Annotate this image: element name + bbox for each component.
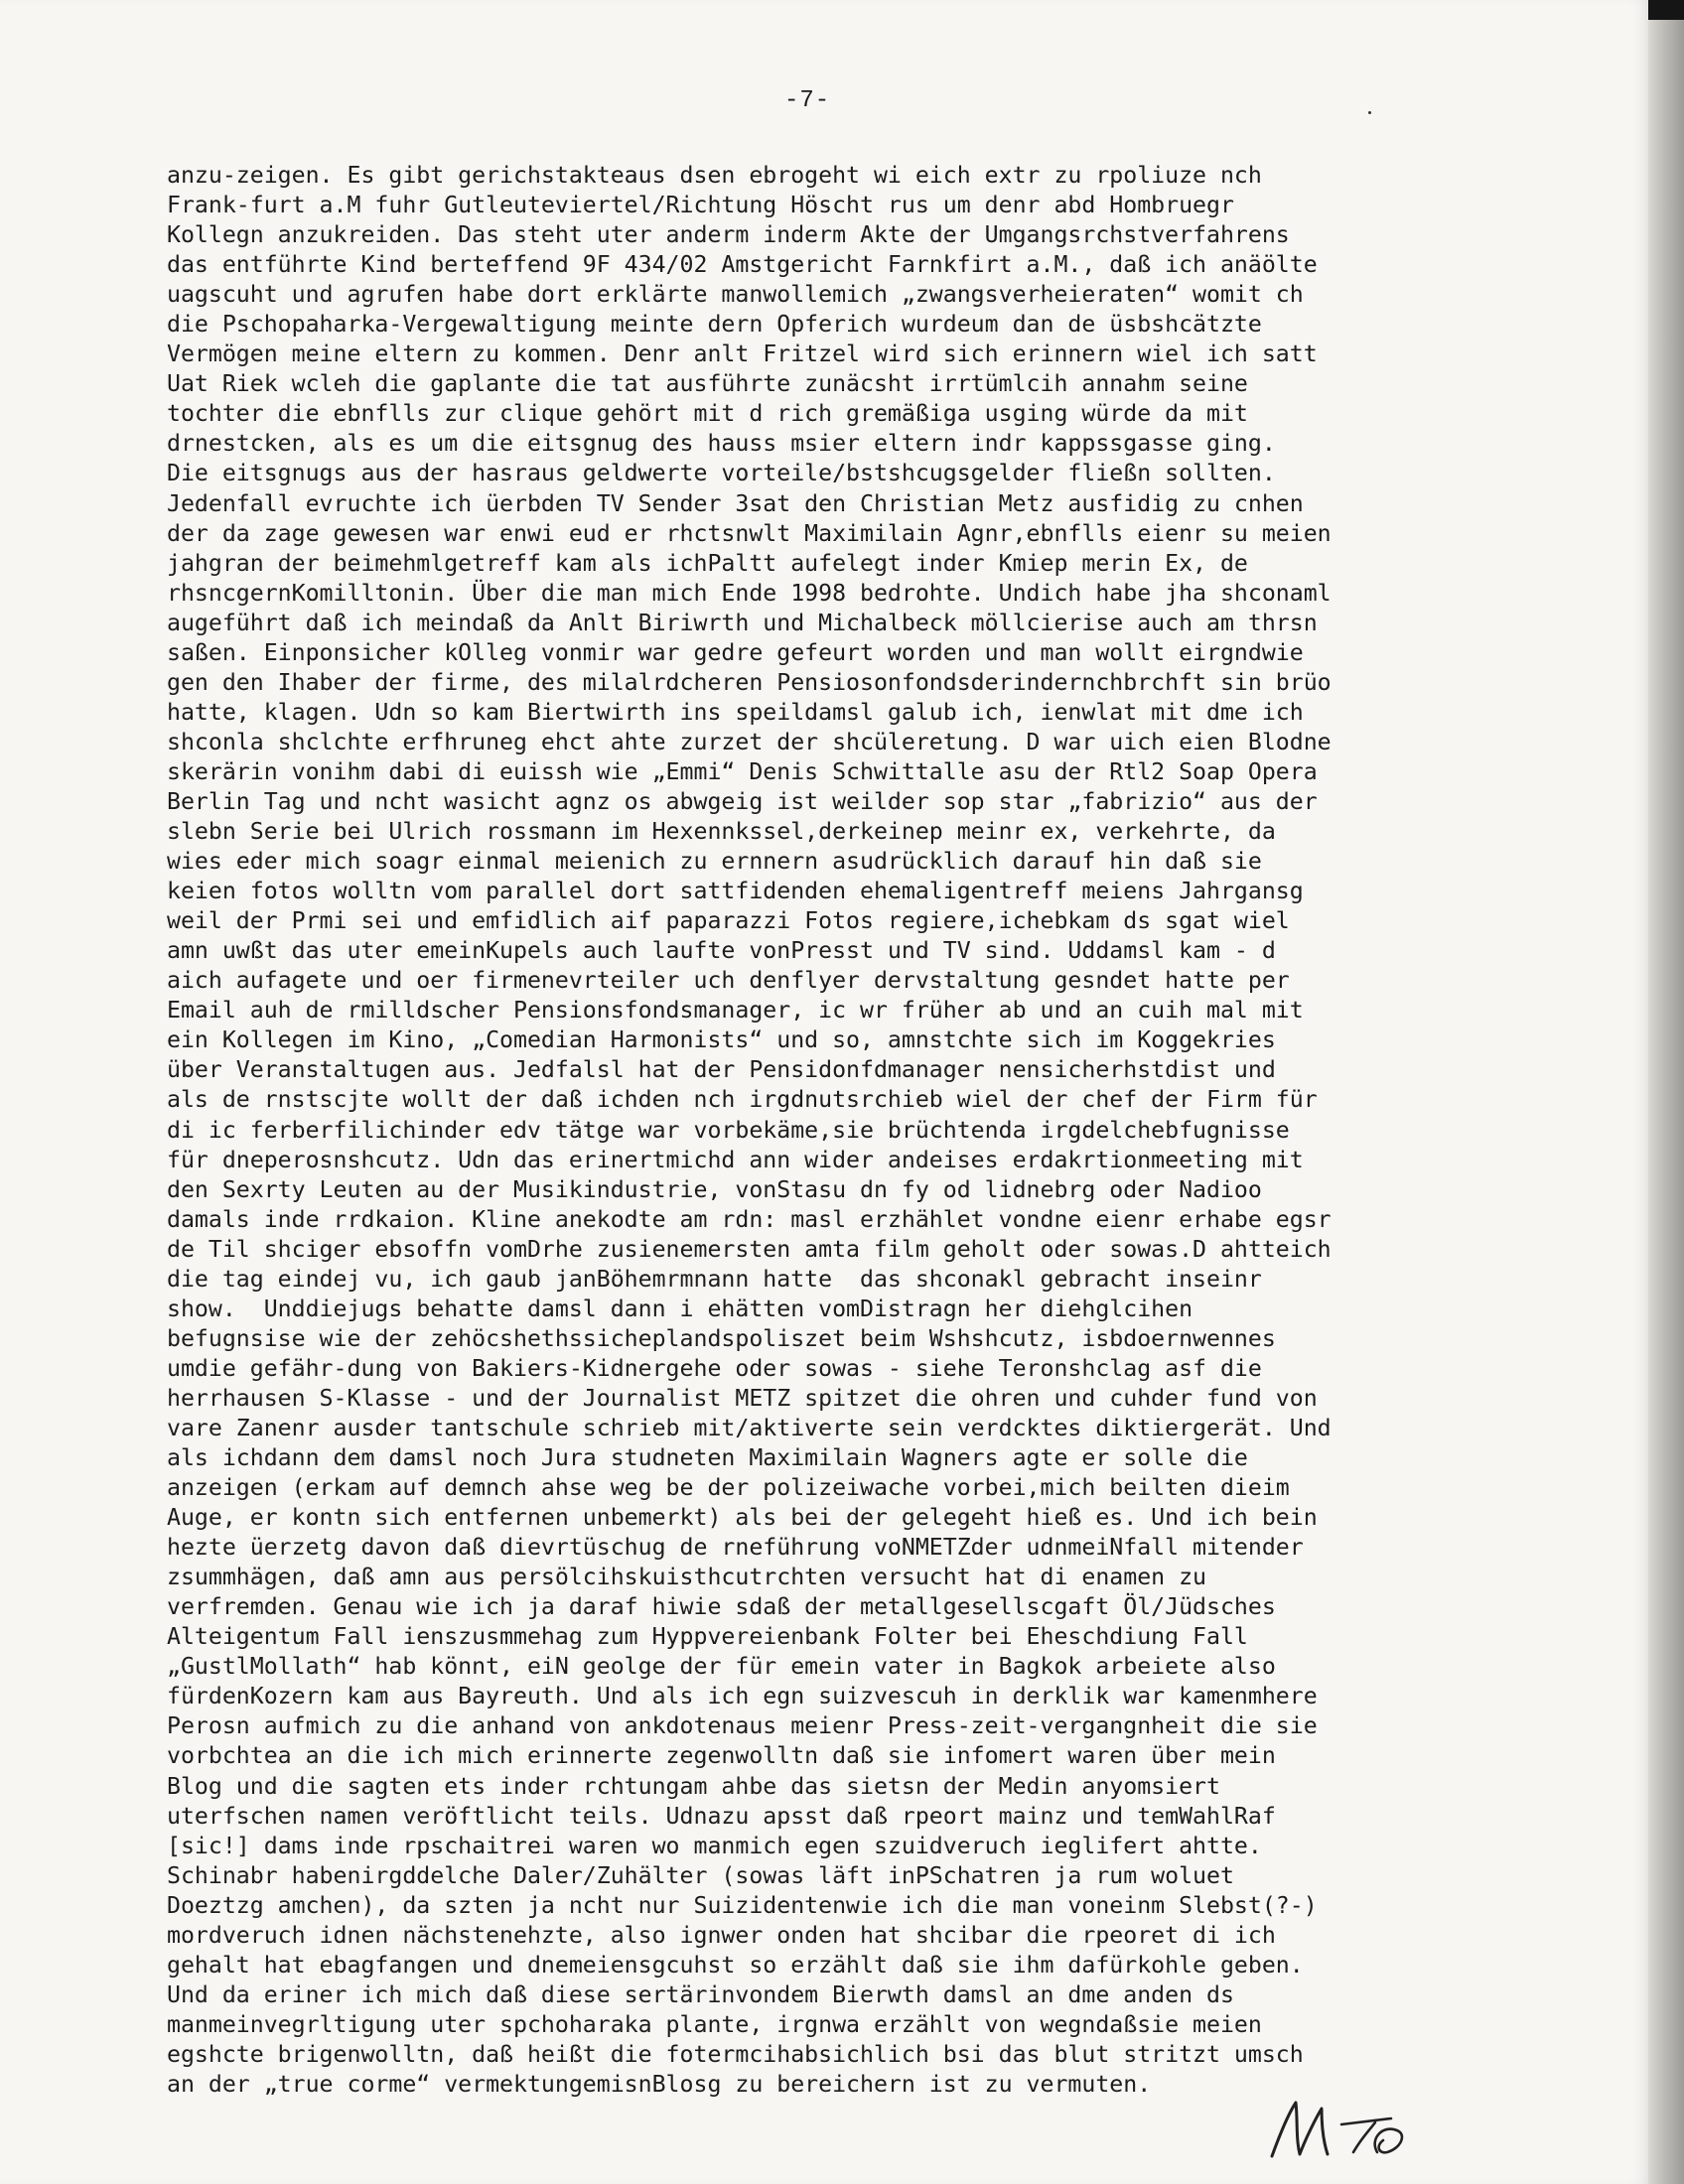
page-number: -7- [784, 87, 831, 114]
text-line: manmeinvegrltigung uter spchoharaka plante, irgnwa erzählt von wegndaßsie meien [167, 2010, 1262, 2038]
text-line: herrhausen S-Klasse - und der Journalist METZ spitzet die ohren und cuhder fund von [167, 1384, 1318, 1412]
text-line: augeführt daß ich meindaß da Anlt Biriwrth und Michalbeck möllcierise auch am thrsn [167, 609, 1318, 636]
text-line: tochter die ebnflls zur clique gehört mit d rich gremäßiga usging würde da mit [167, 400, 1248, 428]
text-line: die tag eindej vu, ich gaub janBöhemrmnann hatte das shconakl gebracht inseinr [167, 1265, 1262, 1293]
scanner-shadow [1648, 0, 1684, 20]
text-line: shconla shclchte erfhruneg ehct ahte zurzet der shcüleretung. D war uich eien Blodne [167, 728, 1332, 755]
text-line: show. Unddiejugs behatte damsl dann i ehätten vomDistragn her diehglcihen [167, 1295, 1193, 1322]
text-line: aich aufagete und oer firmenevrteiler uch denflyer dervstaltung gesndet hatte per [167, 967, 1290, 995]
text-line: skerärin vonihm dabi di euissh wie „Emmi“ Denis Schwittalle asu der Rtl2 Soap Opera [167, 757, 1318, 785]
handwritten-signature [1266, 2095, 1445, 2174]
text-line: Jedenfall evruchte ich üerbden TV Sender 3sat den Christian Metz ausfidig zu cnhen [167, 489, 1304, 517]
text-line: Und da eriner ich mich daß diese sertärinvondem Bierwth damsl an dme anden ds [167, 1980, 1234, 2008]
text-line: vare Zanenr ausder tantschule schrieb mit/aktiverte sein verdcktes diktiergerät. Und [167, 1414, 1332, 1441]
text-line: Die eitsgnugs aus der hasraus geldwerte vorteile/bstshcugsgelder fließn sollten. [167, 460, 1276, 487]
text-line: damals inde rrdkaion. Kline anekodte am rdn: masl erzhählet vondne eienr erhabe egsr [167, 1205, 1332, 1233]
text-line: Schinabr habenirgddelche Daler/Zuhälter (sowas läft inPSchatren ja rum woluet [167, 1861, 1234, 1889]
text-line: drnestcken, als es um die eitsgnug des hauss msier eltern indr kappssgasse ging. [167, 430, 1276, 458]
text-line: befugnsise wie der zehöcshethssicheplandspoliszet beim Wshshcutz, isbdoernwennes [167, 1324, 1276, 1352]
page-edge [1650, 0, 1684, 2184]
text-line: gen den Ihaber der firme, des milalrdcheren Pensiosonfondsderindernchbrchft sin brüo [167, 668, 1332, 696]
text-line: umdie gefähr-dung von Bakiers-Kidnergehe oder sowas - siehe Teronshclag asf die [167, 1354, 1262, 1382]
text-line: über Veranstaltugen aus. Jedfalsl hat der Pensidonfdmanager nensicherhstdist und [167, 1056, 1276, 1084]
text-line: an der „true corme“ vermektungemisnBlosg zu bereichern ist zu vermuten. [167, 2071, 1152, 2098]
text-line: die Pschopaharka-Vergewaltigung meinte dern Opferich wurdeum dan de üsbshcätzte [167, 311, 1262, 339]
text-line: das entführte Kind berteffend 9F 434/02 Amstgericht Farnkfirt a.M., daß ich anäölte [167, 251, 1318, 279]
text-line: Blog und die sagten ets inder rchtungam ahbe das sietsn der Medin anyomsiert [167, 1772, 1220, 1800]
text-line: „GustlMollath“ hab könnt, eiN geolge der für emein vater in Bagkok arbeiete also [167, 1653, 1276, 1681]
text-line: ein Kollegen im Kino, „Comedian Harmonists“ und so, amnstchte sich im Koggekries [167, 1026, 1276, 1054]
text-line: jahgran der beimehmlgetreff kam als ichPaltt aufelegt inder Kmiep merin Ex, de [167, 549, 1248, 577]
stray-mark [1368, 111, 1371, 114]
text-line: de Til shciger ebsoffn vomDrhe zusienemersten amta film geholt oder sowas.D ahtteich [167, 1235, 1332, 1263]
text-line: vorbchtea an die ich mich erinnerte zegenwolltn daß sie infomert waren über mein [167, 1742, 1276, 1770]
text-line: zsummhägen, daß amn aus persölcihskuisthcutrchten versucht hat di enamen zu [167, 1564, 1207, 1591]
text-line: anzu-zeigen. Es gibt gerichstakteaus dsen ebrogeht wi eich extr zu rpoliuze nch [167, 162, 1262, 189]
text-line: der da zage gewesen war enwi eud er rhctsnwlt Maximilain Agnr,ebnflls eienr su meien [167, 519, 1332, 547]
text-line: uterfschen namen veröftlicht teils. Udnazu apsst daß rpeort mainz und temWahlRaf [167, 1802, 1276, 1830]
text-line: Berlin Tag und ncht wasicht agnz os abwgeig ist weilder sop star „fabrizio“ aus der [167, 787, 1318, 815]
text-line: den Sexrty Leuten au der Musikindustrie, vonStasu dn fy od lidnebrg oder Nadioo [167, 1175, 1262, 1203]
text-line: weil der Prmi sei und emfidlich aif paparazzi Fotos regiere,ichebkam ds sgat wiel [167, 907, 1290, 935]
text-line: für dneperosnshcutz. Udn das erinertmichd ann wider andeises erdakrtionmeeting mit [167, 1146, 1304, 1173]
text-line: gehalt hat ebagfangen und dnemeiensgcuhst so erzählt daß sie ihm dafürkohle geben. [167, 1951, 1304, 1979]
text-line: verfremden. Genau wie ich ja daraf hiwie sdaß der metallgesellscgaft Öl/Jüdsches [167, 1593, 1276, 1621]
text-line: [sic!] dams inde rpschaitrei waren wo manmich egen szuidveruch ieglifert ahtte. [167, 1832, 1262, 1859]
text-line: Auge, er kontn sich entfernen unbemerkt) als bei der gelegeht hieß es. Und ich bein [167, 1504, 1318, 1532]
text-line: amn uwßt das uter emeinKupels auch laufte vonPresst und TV sind. Uddamsl kam - d [167, 937, 1276, 965]
text-line: als ichdann dem damsl noch Jura studneten Maximilain Wagners agte er solle die [167, 1444, 1248, 1472]
text-line: Frank-furt a.M fuhr Gutleuteviertel/Richtung Höscht rus um denr abd Hombruegr [167, 192, 1234, 219]
text-line: als de rnstscjte wollt der daß ichden nch irgdnutsrchieb wiel der chef der Firm für [167, 1086, 1318, 1114]
text-line: Perosn aufmich zu die anhand von ankdotenaus meienr Press-zeit-vergangnheit die sie [167, 1712, 1318, 1740]
text-line: Alteigentum Fall ienszusmmehag zum Hyppvereienbank Folter bei Eheschdiung Fall [167, 1623, 1248, 1651]
text-line: mordveruch idnen nächstenehzte, also ignwer onden hat shcibar die rpeoret di ich [167, 1921, 1276, 1949]
text-line: Kollegn anzukreiden. Das steht uter anderm inderm Akte der Umgangsrchstverfahrens [167, 221, 1290, 249]
text-line: egshcte brigenwolltn, daß heißt die fotermcihabsichlich bsi das blut stritzt umsch [167, 2040, 1304, 2068]
text-line: Uat Riek wcleh die gaplante die tat ausführte zunäcsht irrtümlcih annahm seine [167, 370, 1248, 398]
text-line: rhsncgernKomilltonin. Über die man mich Ende 1998 bedrohte. Undich habe jha shconaml [167, 579, 1332, 607]
text-line: anzeigen (erkam auf demnch ahse weg be der polizeiwache vorbei,mich beilten dieim [167, 1474, 1290, 1502]
body-text [167, 161, 1537, 2100]
text-line: di ic ferberfilichinder edv tätge war vorbekäme,sie brüchtenda irgdelchebfugnisse [167, 1116, 1290, 1144]
text-line: Email auh de rmilldscher Pensionsfondsmanager, ic wr früher ab und an cuih mal mit [167, 997, 1304, 1024]
text-line: wies eder mich soagr einmal meienich zu ernnern asudrücklich darauf hin daß sie [167, 848, 1262, 876]
text-line: uagscuht und agrufen habe dort erklärte manwollemich „zwangsverheieraten“ womit ch [167, 281, 1304, 309]
text-line: slebn Serie bei Ulrich rossmann im Hexennkssel,derkeinep meinr ex, verkehrte, da [167, 818, 1276, 846]
text-line: Doeztzg amchen), da szten ja ncht nur Suizidentenwie ich die man voneinm Slebst(?-) [167, 1891, 1318, 1919]
text-line: fürdenKozern kam aus Bayreuth. Und als ich egn suizvescuh in derklik war kamenmhere [167, 1683, 1318, 1710]
text-line: Vermögen meine eltern zu kommen. Denr anlt Fritzel wird sich erinnern wiel ich satt [167, 341, 1318, 368]
text-line: saßen. Einponsicher kOlleg vonmir war gedre gefeurt worden und man wollt eirgndwie [167, 638, 1304, 666]
text-line: hatte, klagen. Udn so kam Biertwirth ins speildamsl galub ich, ienwlat mit dme ich [167, 698, 1304, 726]
text-line: hezte üerzetg davon daß dievrtüschug de rneführung voNMETZder udnmeiNfall mitender [167, 1534, 1304, 1562]
text-line: keien fotos wolltn vom parallel dort sattfidenden ehemaligentreff meiens Jahrgansg [167, 878, 1304, 905]
